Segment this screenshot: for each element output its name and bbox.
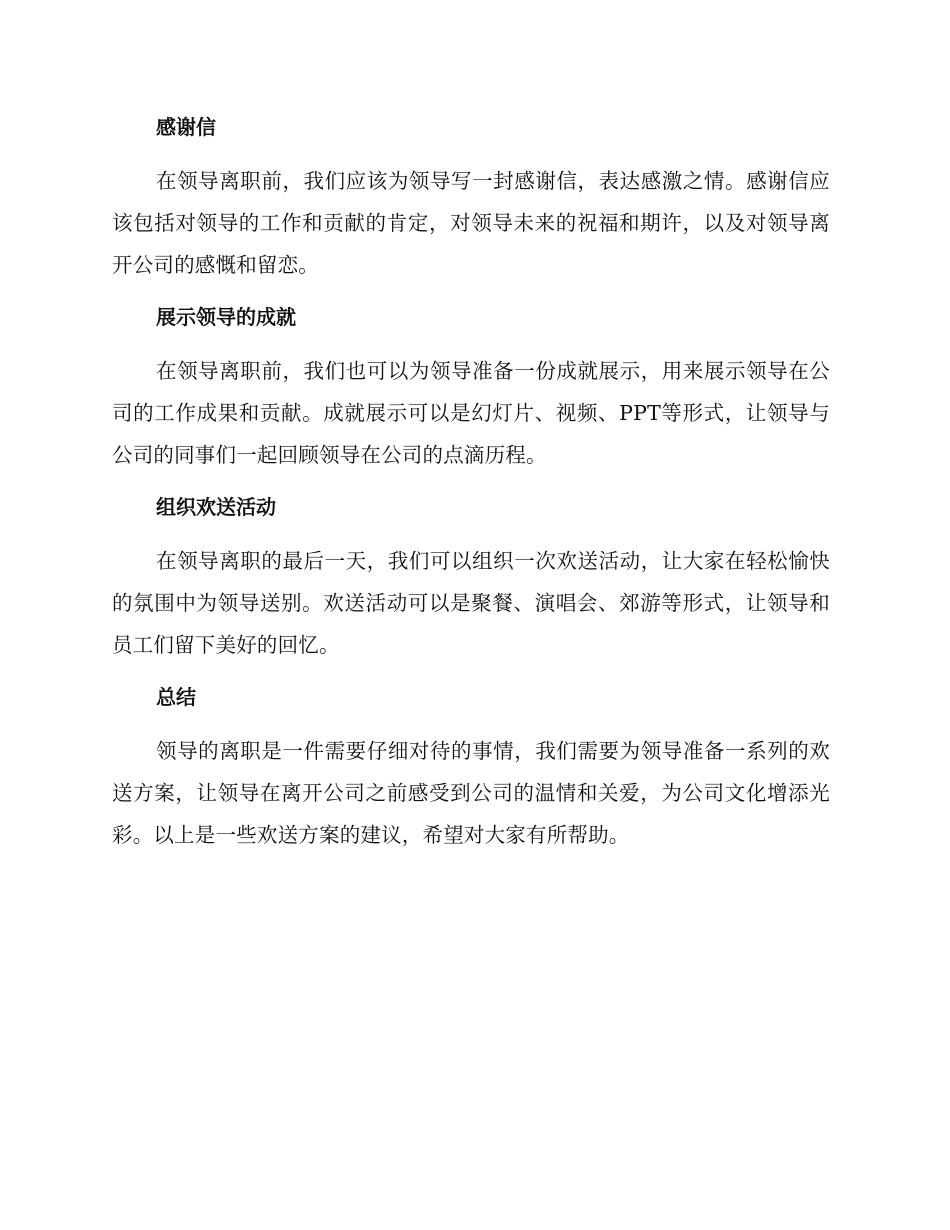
document-page <box>112 108 830 868</box>
section-paragraph: 在领导离职的最后一天，我们可以组织一次欢送活动，让大家在轻松愉快的氛围中为领导送别。欢送活动可以是聚餐、演唱会、郊游等形式，让领导和员工们留下美好的回忆。 <box>112 549 830 657</box>
section-paragraph: 在领导离职前，我们也可以为领导准备一份成就展示，用来展示领导在公司的工作成果和贡献。成就展示可以是幻灯片、视频、PPT等形式，让领导与公司的同事们一起回顾领导在公司的点滴历程。 <box>112 359 830 467</box>
section-heading: 总结 <box>156 685 196 709</box>
section-thank-you-letter <box>112 108 830 286</box>
section-heading: 感谢信 <box>156 115 216 139</box>
section-leader-achievements <box>112 298 830 476</box>
section-heading: 展示领导的成就 <box>156 305 296 329</box>
section-summary <box>112 678 830 856</box>
section-farewell-activity <box>112 488 830 666</box>
section-paragraph: 在领导离职前，我们应该为领导写一封感谢信，表达感激之情。感谢信应该包括对领导的工作和贡献的肯定，对领导未来的祝福和期许，以及对领导离开公司的感慨和留恋。 <box>112 169 830 277</box>
section-heading: 组织欢送活动 <box>156 495 276 519</box>
section-paragraph: 领导的离职是一件需要仔细对待的事情，我们需要为领导准备一系列的欢送方案，让领导在离开公司之前感受到公司的温情和关爱，为公司文化增添光彩。以上是一些欢送方案的建议，希望对大家有所帮助。 <box>112 739 830 847</box>
